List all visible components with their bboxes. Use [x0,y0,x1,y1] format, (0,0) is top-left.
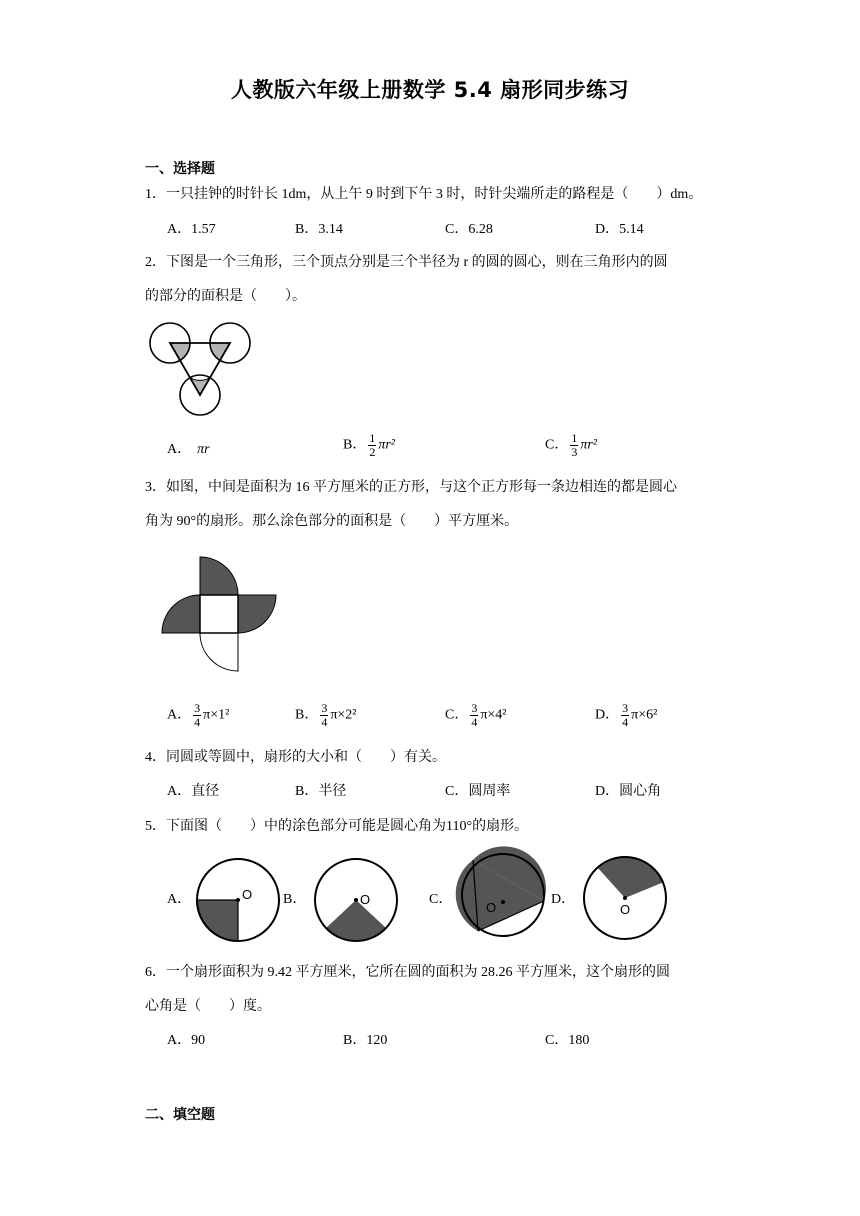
q4-option-a[interactable]: A．直径 [167,784,220,799]
q5-option-c[interactable]: C． [429,892,453,907]
section-heading-choice: 一、选择题 [145,161,215,177]
q2-option-c[interactable]: C． $\frac{1}{3}$ πr² [545,431,598,459]
question-3-text-line1: 3．如图，中间是面积为 16 平方厘米的正方形，与这个正方形每一条边相连的都是圆心 [145,480,677,495]
question-2-text-line1: 2．下图是一个三角形，三个顶点分别是三个半径为 r 的圆的圆心，则在三角形内的圆 [145,255,668,270]
q1-option-b[interactable]: B．3.14 [295,222,343,237]
q5-option-b[interactable]: B． [283,892,307,907]
q5-circle-d [582,855,668,941]
q3-option-b[interactable]: B． $\frac{3}{4}$ π×2² [295,701,357,729]
q3-pinwheel-figure [158,553,280,675]
q3-option-a[interactable]: A． $\frac{3}{4}$ π×1² [167,701,230,729]
question-5-text: 5．下面图（ ）中的涂色部分可能是圆心角为110°的扇形。 [145,819,529,834]
q2-shaded-sector [190,378,210,395]
q5-circle-c [460,852,546,938]
section-heading-fill: 二、填空题 [145,1107,215,1123]
question-1-text: 1．一只挂钟的时针长 1dm，从上午 9 时到下午 3 时，时针尖端所走的路程是（ ）dm。 [145,187,703,202]
q6-option-b[interactable]: B．120 [343,1033,388,1048]
q1-option-c[interactable]: C．6.28 [445,222,493,237]
q5-option-a[interactable]: A． [167,892,192,907]
q2-triangle-circles-figure [145,318,260,418]
center-label: O [360,892,371,907]
q4-option-d[interactable]: D．圆心角 [595,784,662,799]
q2-shaded-sector [170,343,190,360]
q3-option-c[interactable]: C． $\frac{3}{4}$ π×4² [445,701,507,729]
q2-option-b[interactable]: B． $\frac{1}{2}$ πr² [343,431,396,459]
q2-option-a[interactable]: A． πr [167,442,210,457]
question-3-text-line2: 角为 90°的扇形。那么涂色部分的面积是（ ）平方厘米。 [145,514,519,529]
q4-option-c[interactable]: C．圆周率 [445,784,511,799]
q6-option-a[interactable]: A．90 [167,1033,206,1048]
q3-shaded-sector [162,595,200,633]
page-title: 人教版六年级上册数学 5.4 扇形同步练习 [230,78,630,102]
q2-shaded-sector [210,343,230,360]
q5-option-d[interactable]: D． [551,892,576,907]
q5-circle-a [196,858,280,942]
center-label: O [620,902,631,917]
q3-shaded-sector [238,595,276,633]
q3-option-d[interactable]: D． $\frac{3}{4}$ π×6² [595,701,658,729]
q6-option-c[interactable]: C．180 [545,1033,590,1048]
q3-shaded-sector [200,557,238,595]
question-6-text-line1: 6．一个扇形面积为 9.42 平方厘米，它所在圆的面积为 28.26 平方厘米，这个扇形的圆 [145,965,670,980]
question-6-text-line2: 心角是（ ）度。 [145,999,271,1014]
question-2-text-line2: 的部分的面积是（ ）。 [145,289,306,304]
q4-option-b[interactable]: B．半径 [295,784,347,799]
q1-option-a[interactable]: A．1.57 [167,222,216,237]
center-label: O [486,900,497,915]
center-label: O [242,887,253,902]
q1-option-d[interactable]: D．5.14 [595,222,644,237]
q5-shaded-sector [597,856,664,898]
q5-circle-b [314,858,398,942]
q3-unshaded-sector [200,633,238,671]
question-4-text: 4．同圆或等圆中，扇形的大小和（ ）有关。 [145,750,446,765]
